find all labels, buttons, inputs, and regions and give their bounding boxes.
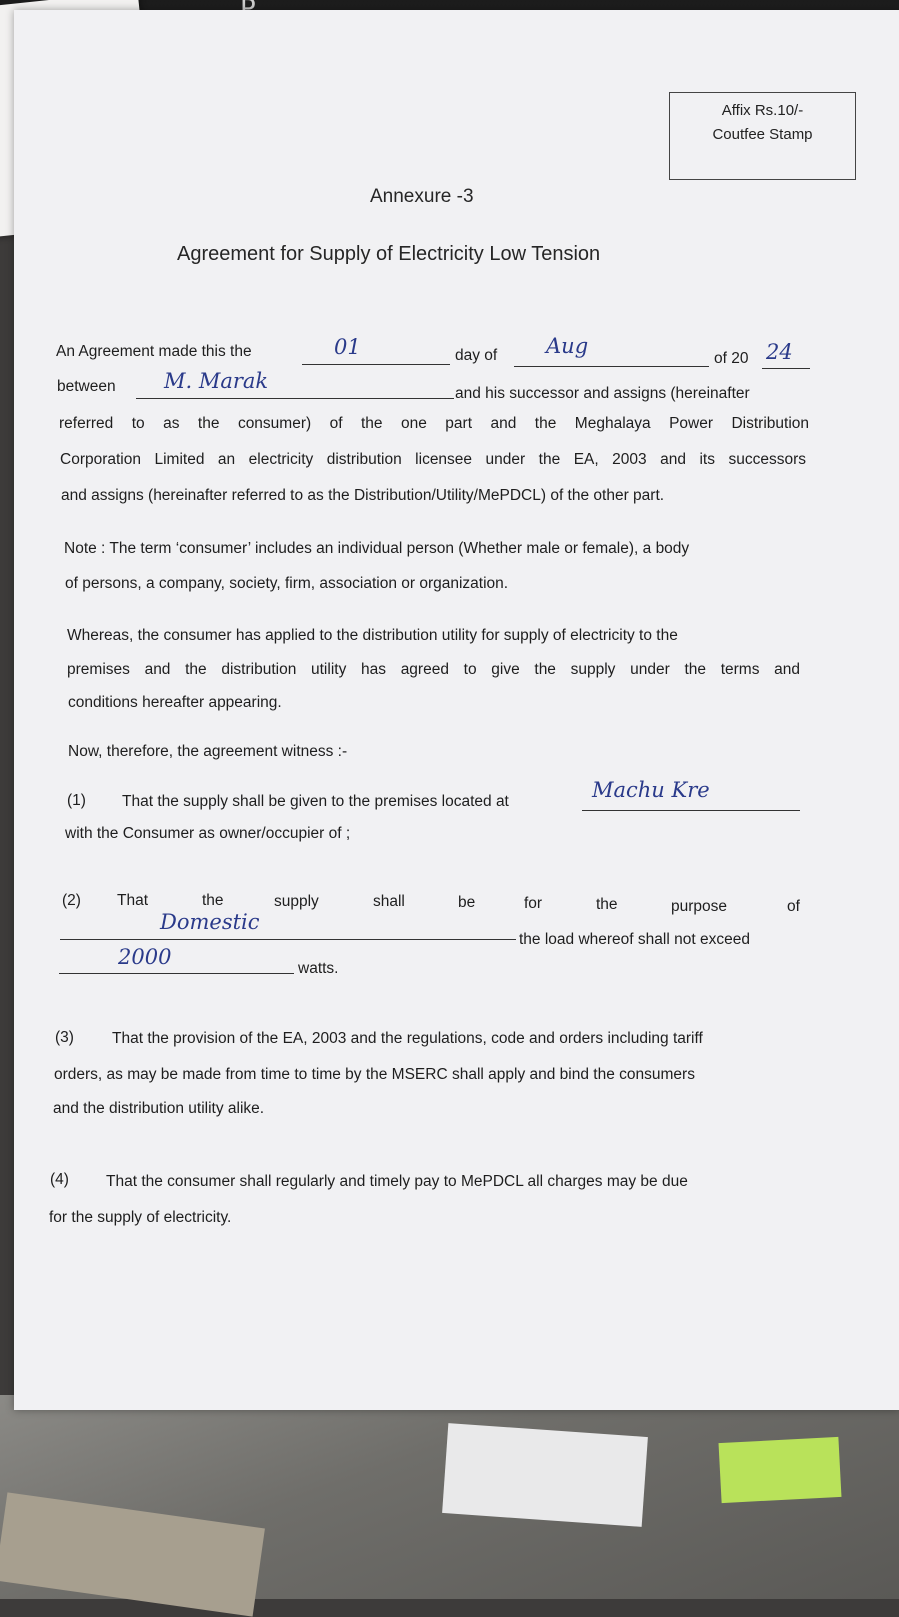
clause-3-line-2: orders, as may be made from time to time by the MSERC shall apply and bind the consumers xyxy=(54,1066,695,1083)
clause-4-number: (4) xyxy=(50,1171,69,1188)
name-blank-line xyxy=(136,398,454,399)
clause-1-number: (1) xyxy=(67,792,86,809)
clause-2-word: be xyxy=(458,894,476,911)
purpose-handwritten-value: Domestic xyxy=(160,910,260,934)
intro-line-4: Corporation Limited an electricity distribution licensee under the EA, 2003 and its successors xyxy=(60,451,806,468)
clause-2-number: (2) xyxy=(62,892,81,909)
clause-2-word: for xyxy=(524,895,543,912)
intro-line-3: referred to as the consumer) of the one part and the Meghalaya Power Distribution xyxy=(59,415,809,432)
intro-day-of-text: day of xyxy=(455,347,498,364)
clause-2-word: the xyxy=(202,892,224,909)
whereas-line-3: conditions hereafter appearing. xyxy=(68,694,282,711)
watts-blank-line xyxy=(59,973,294,974)
stamp-line-2: Coutfee Stamp xyxy=(712,126,813,143)
stamp-line-1: Affix Rs.10/- xyxy=(721,102,804,119)
clause-4-line-2: for the supply of electricity. xyxy=(49,1209,232,1226)
clause-2-word: of xyxy=(787,898,800,915)
day-blank-line xyxy=(302,364,450,365)
note-line-2: of persons, a company, society, firm, association or organization. xyxy=(65,575,509,592)
document-title: Agreement for Supply of Electricity Low Tension xyxy=(177,243,601,265)
intro-of-20-text: of 20 xyxy=(714,350,749,367)
location-blank-line xyxy=(582,810,800,811)
year-handwritten-value: 24 xyxy=(766,340,793,364)
clause-3-line-1: That the provision of the EA, 2003 and the regulations, code and orders including tariff xyxy=(112,1030,703,1047)
stamp-box xyxy=(669,92,856,180)
annexure-heading: Annexure -3 xyxy=(370,186,474,207)
clause-1-line-2: with the Consumer as owner/occupier of ; xyxy=(65,825,351,842)
intro-successor-text: and his successor and assigns (hereinafter xyxy=(455,385,750,402)
witness-heading: Now, therefore, the agreement witness :- xyxy=(68,743,348,760)
whereas-line-2: premises and the distribution utility has agreed to give the supply under the terms and xyxy=(67,661,800,678)
clause-2-word: purpose xyxy=(671,898,728,915)
month-handwritten-value: Aug xyxy=(546,334,589,358)
paper-scrap xyxy=(442,1423,648,1527)
clause-2-word: shall xyxy=(373,893,405,910)
clause-3-line-3: and the distribution utility alike. xyxy=(53,1100,265,1117)
green-paper-scrap xyxy=(719,1437,842,1503)
purpose-blank-line xyxy=(60,939,516,940)
clause-4-line-1: That the consumer shall regularly and timely pay to MePDCL all charges may be due xyxy=(106,1173,688,1190)
intro-line-5: and assigns (hereinafter referred to as the Distribution/Utility/MePDCL) of the other part. xyxy=(61,487,665,504)
intro-between-text: between xyxy=(57,378,116,395)
month-blank-line xyxy=(514,366,709,367)
day-handwritten-value: 01 xyxy=(334,335,361,359)
clause-2-load-text: the load whereof shall not exceed xyxy=(519,931,750,948)
clause-2-word: the xyxy=(596,896,618,913)
clause-3-number: (3) xyxy=(55,1029,74,1046)
whereas-line-1: Whereas, the consumer has applied to the distribution utility for supply of electricity to the xyxy=(67,627,678,644)
watts-handwritten-value: 2000 xyxy=(118,945,172,969)
intro-made-text: An Agreement made this the xyxy=(56,343,252,360)
note-line-1: Note : The term ‘consumer’ includes an individual person (Whether male or female), a body xyxy=(64,540,690,557)
clause-2-watts-label: watts. xyxy=(298,960,339,977)
consumer-handwritten-name: M. Marak xyxy=(164,369,269,393)
document-page xyxy=(14,10,899,1410)
clause-2-word: supply xyxy=(274,893,319,910)
clause-1-text: That the supply shall be given to the premises located at xyxy=(122,793,509,810)
clause-2-word: That xyxy=(117,892,149,909)
year-blank-line xyxy=(762,368,810,369)
location-handwritten-value: Machu Kre xyxy=(592,778,710,802)
